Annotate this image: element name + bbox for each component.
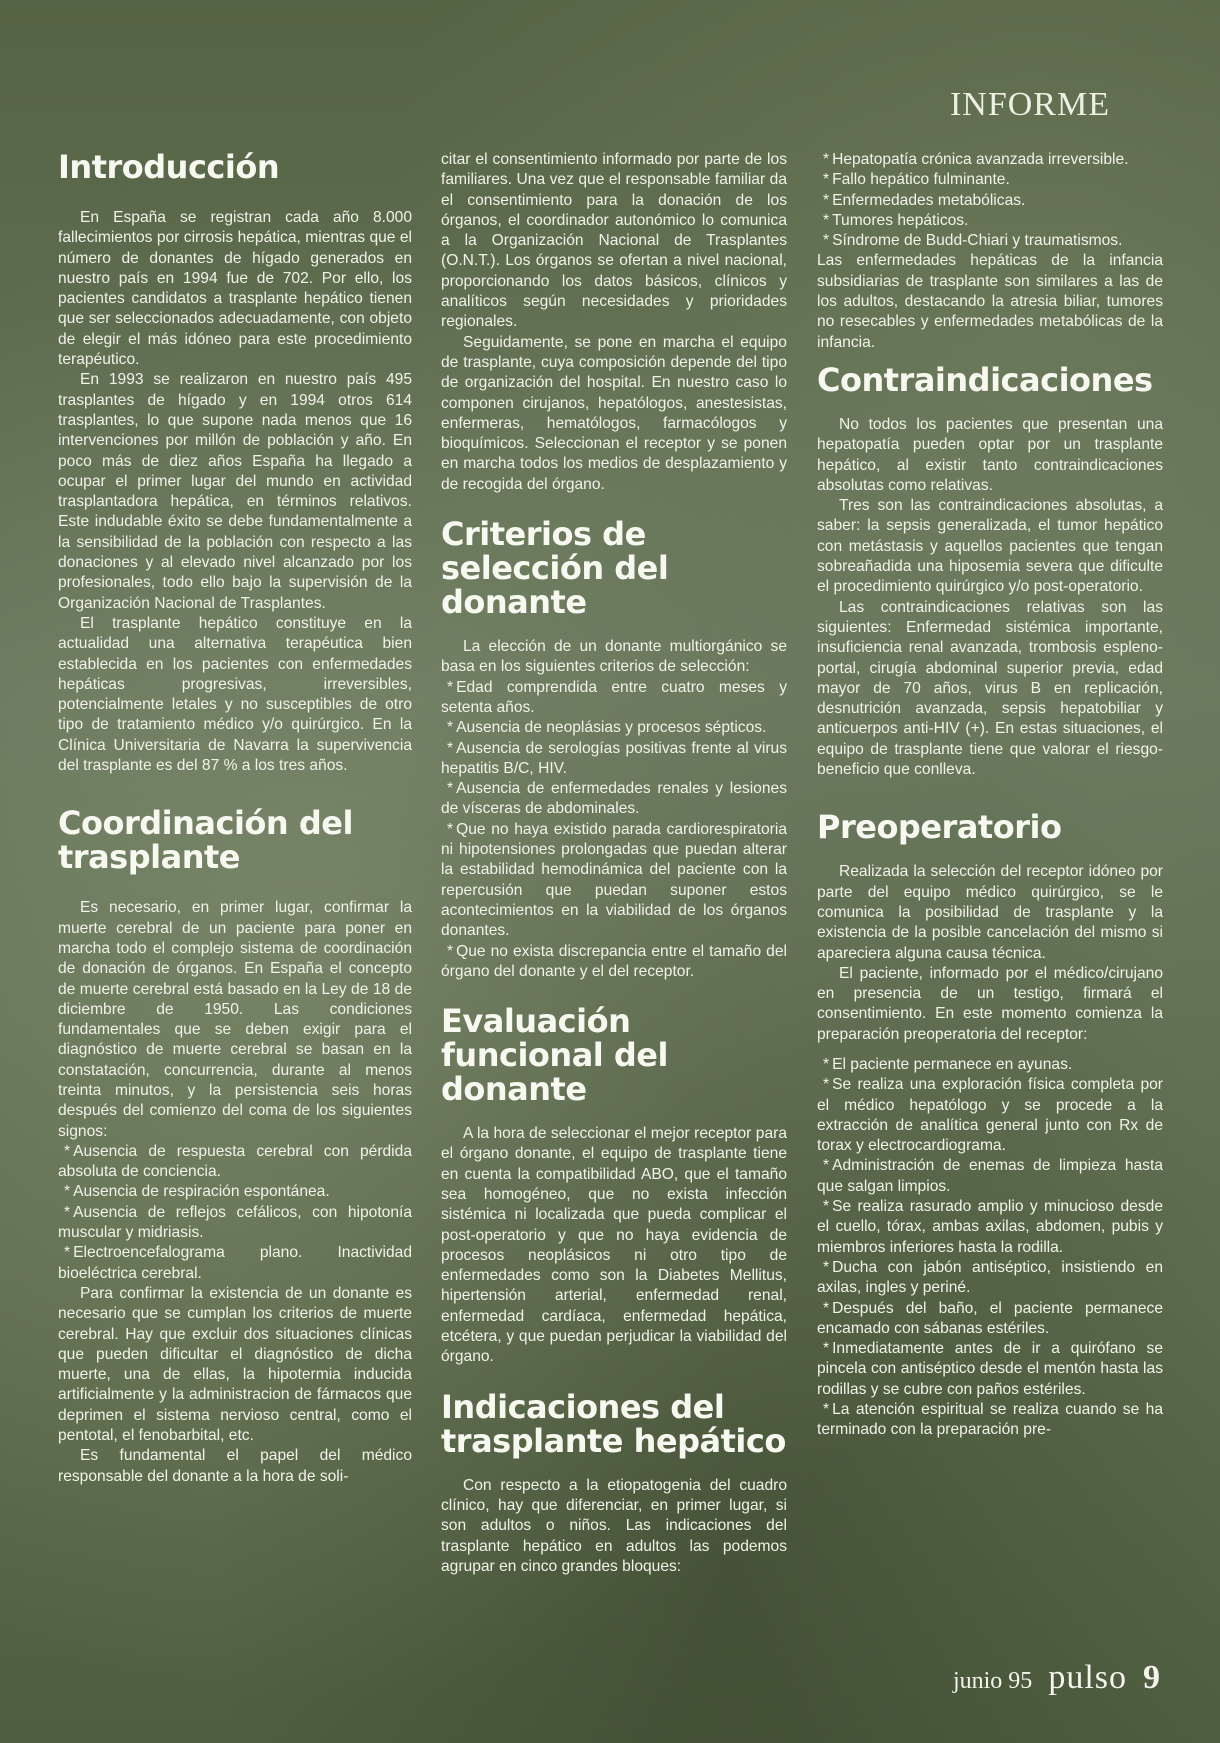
bullet-mark: * [447,942,454,960]
paragraph: Con respecto a la etiopatogenia del cuadro clínico, hay que diferenciar, en primer lugar, si son adultos o niños. Las indicaciones del trasplante hepático en adultos las podemos agrupar en cinco grandes bloques: [441,1476,787,1575]
bullet-mark: * [823,1157,830,1175]
heading-introduccion: Introducción [58,148,280,186]
list-item: * Tumores hepáticos. [823,211,969,229]
list-item: * Que no exista discrepancia entre el tamaño del órgano del donante y el del receptor. [441,942,787,980]
bullet-mark: * [823,1055,830,1073]
list-item: * Ausencia de neoplásias y procesos sépticos. [447,719,767,737]
paragraph: Es necesario, en primer lugar, confirmar la muerte cerebral de un paciente para poner en marcha todo el complejo sistema de coordinación de donación de órganos. En España el concepto de muerte cerebral está basado en la Ley de 18 de diciembre de 1950. Las condiciones fundamentales que se deben exigir para el diagnóstico de muerte cerebral se basan en la constatación, concurrencia, durante al menos treinta minutos, y la persistencia seis horas después del comienzo del coma de los siguientes signos: [58,899,412,1140]
bullet-mark: * [823,1401,830,1419]
paragraph: Es fundamental el papel del médico responsable del donante a la hora de soli- [58,1447,412,1485]
list-item: * Edad comprendida entre cuatro meses y setenta años. [441,678,787,716]
bullet-mark: * [823,1198,830,1216]
list-item: * La atención espiritual se realiza cuando se ha terminado con la preparación pre- [817,1401,1163,1439]
list-item: * Inmediatamente antes de ir a quirófano se pincela con antiséptico desde el mentón hasta las rodillas y se cubre con paños estériles. [817,1340,1163,1398]
section-header: INFORME [949,86,1110,123]
list-item: * Ausencia de respiración espontánea. [64,1183,330,1201]
bullet-mark: * [823,1299,830,1317]
paragraph: El paciente, informado por el médico/cirujano en presencia de un testigo, firmará el consentimiento. En este momento comienza la preparación preoperatoria del receptor: [817,964,1163,1043]
bullet-mark: * [823,1076,830,1094]
list-item: * Ausencia de reflejos cefálicos, con hipotonía muscular y midriasis. [58,1203,412,1242]
list-item: * Después del baño, el paciente permanece encamado con sábanas estériles. [817,1299,1163,1337]
column-2 [441,150,787,1577]
heading-coordinacion: Coordinación del trasplante [58,804,353,877]
heading-preoperatorio: Preoperatorio [817,808,1062,847]
column-1 [58,150,412,1487]
bullet-mark: * [823,151,830,168]
page-footer [953,1659,1160,1697]
heading-indicaciones: Indicaciones del trasplante hepático [441,1387,786,1460]
issue-date: junio 95 [952,1668,1033,1694]
bullet-mark: * [64,1203,71,1221]
bullet-mark: * [447,678,454,696]
bullet-mark: * [447,780,454,798]
list-item: * Electroencefalograma plano. Inactividad bioeléctrica cerebral. [58,1244,412,1282]
bullet-mark: * [447,820,454,838]
bullet-mark: * [823,1258,830,1276]
list-item: * Ausencia de enfermedades renales y lesiones de vísceras de abdominales. [441,780,787,818]
heading-contraindicaciones: Contraindicaciones [817,360,1153,399]
bullet-mark: * [64,1183,71,1201]
list-item: * Que no haya existido parada cardiorespiratoria ni hipotensiones prolongadas que puedan alterar la estabilidad hemodinámica del paciente con la repercusión que puedan suponer estos acontecimientos en la viabilidad de los órganos donantes. [441,820,787,940]
list-item: * Fallo hepático fulminante. [823,171,1010,189]
list-item: * Hepatopatía crónica avanzada irreversible. [823,151,1129,168]
list-item: * El paciente permanece en ayunas. [823,1055,1073,1073]
paragraph: La elección de un donante multiorgánico se basa en los siguientes criterios de selección: [441,638,787,676]
paragraph: En 1993 se realizaron en nuestro país 495 trasplantes de hígado y en 1994 otros 614 trasplantes, lo que supone nada menos que 16 intervenciones por millón de población y año. En poco más de diez años España ha llegado a ocupar el primer lugar del mundo en actividad trasplantadora hepática, en términos relativos. Este indudable éxito se debe fundamentalmente a la sensibilidad de la población con respecto a las donaciones y al elevado nivel alcanzado por los profesionales, todo ello bajo la supervisión de la Organización Nacional de Trasplantes. [58,371,412,612]
paragraph: citar el consentimiento informado por parte de los familiares. Una vez que el responsable familiar da el consentimiento para la donación de los órganos, el coordinador autonómico lo comunica a la Organización Nacional de Trasplantes (O.N.T.). Los órganos se ofertan a nivel nacional, proporcionando los datos básicos, clínicos y analíticos según necesidades y prioridades regionales. [441,151,787,331]
bullet-mark: * [823,191,830,209]
heading-criterios: Criterios de selección del donante [441,515,669,622]
list-item: * Se realiza rasurado amplio y minucioso desde el cuello, tórax, ambas axilas, abdomen, pubis y miembros inferiores hasta la rodilla. [817,1198,1163,1256]
paragraph: Seguidamente, se pone en marcha el equipo de trasplante, cuya composición depende del tipo de organización del hospital. En nuestro caso lo componen cirujanos, hepatólogos, anestesistas, enfermeras, hematólogos, farmacólogos y bioquímicos. Seleccionan el receptor y se ponen en marcha todos los medios de desplazamiento y de recogida del órgano. [441,333,787,493]
list-item: * Ausencia de serologías positivas frente al virus hepatitis B/C, HIV. [441,739,787,777]
bullet-mark: * [447,719,454,737]
paragraph: Tres son las contraindicaciones absolutas, a saber: la sepsis generalizada, el tumor hepático con metástasis y aquellos pacientes que tengan sobreañadida una hiposemia severa que dificulte el procedimiento quirúrgico y/o post-operatorio. [817,497,1163,596]
bullet-mark: * [823,171,830,189]
paragraph: No todos los pacientes que presentan una hepatopatía pueden optar por un trasplante hepático, al existir tanto contraindicaciones absolutas como relativas. [817,415,1163,494]
page-number: 9 [1143,1659,1160,1696]
paragraph: Las contraindicaciones relativas son las siguientes: Enfermedad sistémica importante, insuficiencia renal avanzada, trombosis espleno-portal, cirugía abdominal superior previa, edad mayor de 70 años, virus B en replicación, desnutrición avanzada, sepsis hepatobiliar y anticuerpos anti-HIV (+). En estas situaciones, el equipo de trasplante tiene que valorar el riesgo-beneficio que conlleva. [817,598,1163,779]
paragraph: En España se registran cada año 8.000 fallecimientos por cirrosis hepática, mientras que el número de donantes de hígado generados en nuestro país en 1994 fue de 702. Por ello, los pacientes candidatos a trasplante hepático tienen que ser seleccionados adecuadamente, con objeto de elegir el más idóneo para este procedimiento terapéutico. [58,209,412,369]
bullet-mark: * [823,232,830,250]
heading-evaluacion: Evaluación funcional del donante [441,1002,668,1109]
list-item: * Enfermedades metabólicas. [823,191,1026,209]
list-item: * Síndrome de Budd-Chiari y traumatismos. [823,232,1123,250]
bullet-mark: * [823,211,830,229]
paragraph: Para confirmar la existencia de un donante es necesario que se cumplan los criterios de muerte cerebral. Hay que excluir dos situaciones clínicas que pueden dificultar el diagnóstico de dicha muerte, una de ellas, la hipotermia inducida artificialmente y la administracion de fármacos que deprimen el sistema nervioso central, como el pentotal, el fenobarbital, etc. [58,1284,412,1445]
bullet-mark: * [64,1142,71,1160]
magazine-name: pulso [1048,1659,1127,1696]
bullet-mark: * [823,1340,830,1358]
bullet-mark: * [447,739,454,757]
paragraph: A la hora de seleccionar el mejor receptor para el órgano donante, el equipo de trasplante tiene en cuenta la compatibilidad ABO, que el tamaño sea homogéneo, que no exista infección sistémica ni localizada que pueda complicar el post-operatorio y que no haya evidencia de procesos neoplásicos ni otro tipo de enfermedades como son la Diabetes Mellitus, hipertensión arterial, enfermedad renal, enfermedad cardíaca, enfermedad hepática, etcétera, y que puedan perjudicar la viabilidad del órgano. [441,1125,787,1366]
paragraph: Las enfermedades hepáticas de la infancia subsidiarias de trasplante son similares a las de los adultos, destacando la atresia biliar, tumores no resecables y enfermedades metabólicas de la infancia. [817,252,1163,351]
paragraph: El trasplante hepático constituye en la actualidad una alternativa terapéutica bien establecida en los pacientes con enfermedades hepáticas progresivas, irreversibles, potencialmente letales y no susceptibles de otro tipo de tratamiento médico y/o quirúrgico. En la Clínica Universitaria de Navarra la supervivencia del trasplante es del 87 % a los tres años. [58,614,412,775]
list-item: * Ducha con jabón antiséptico, insistiendo en axilas, ingles y periné. [817,1258,1163,1297]
bullet-mark: * [64,1244,71,1262]
paragraph: Realizada la selección del receptor idóneo por parte del equipo médico quirúrgico, se le comunica la posibilidad de trasplante y la existencia de la posible cancelación del mismo si apareciera alguna causa técnica. [817,863,1163,962]
list-item: * Ausencia de respuesta cerebral con pérdida absoluta de conciencia. [58,1142,412,1181]
list-item: * Se realiza una exploración física completa por el médico hepatólogo y se procede a la extracción de analítica general junto con Rx de torax y electrocardiograma. [817,1076,1163,1155]
list-item: * Administración de enemas de limpieza hasta que salgan limpios. [817,1157,1163,1195]
column-3 [817,150,1163,1441]
